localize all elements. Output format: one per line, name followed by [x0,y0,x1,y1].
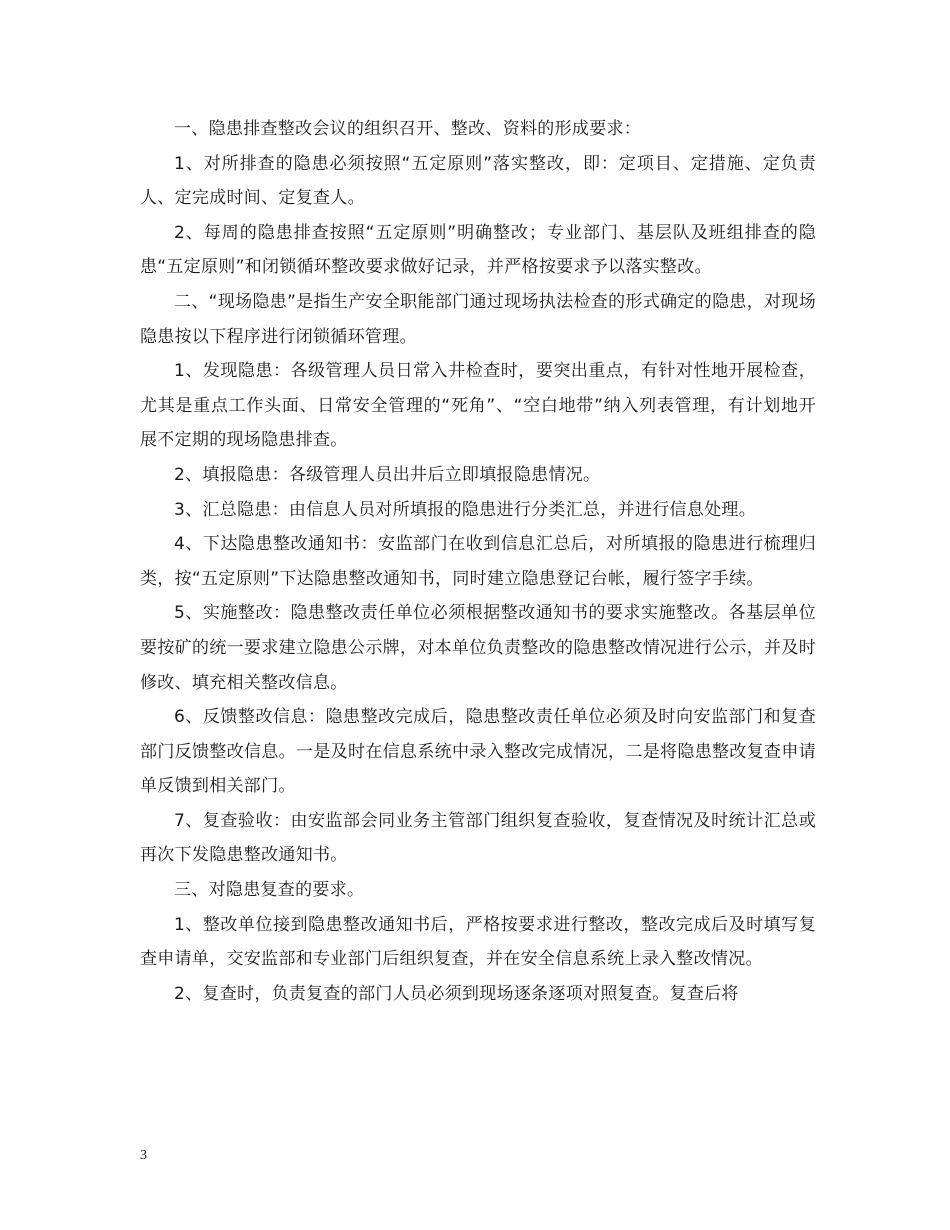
paragraph-item-2-2: 2、填报隐患：各级管理人员出井后立即填报隐患情况。 [174,464,601,485]
paragraph-item-1-2: 2、每周的隐患排查按照“五定原则”明确整改；专业部门、基层队及班组排查的隐患“五定原则”和闭锁循环整改要求做好记录，并严格按要求予以落实整改。 [140,222,816,278]
paragraph-item-2-6: 6、反馈整改信息：隐患整改完成后，隐患整改责任单位必须及时向安监部门和复查部门反馈整改信息。一是及时在信息系统中录入整改完成情况，二是将隐患整改复查申请单反馈到相关部门。 [140,707,816,797]
paragraph-section-2-heading: 二、“现场隐患”是指生产安全职能部门通过现场执法检查的形式确定的隐患，对现场隐患按以下程序进行闭锁循环管理。 [140,291,816,347]
paragraph-item-2-7: 7、复查验收：由安监部会同业务主管部门组织复查验收，复查情况及时统计汇总或再次下发隐患整改通知书。 [140,810,816,866]
paragraph-item-3-2: 2、复查时，负责复查的部门人员必须到现场逐条逐项对照复查。复查后将 [174,983,739,1004]
paragraph-item-2-4: 4、下达隐患整改通知书：安监部门在收到信息汇总后，对所填报的隐患进行梳理归类，按“五定原则”下达隐患整改通知书，同时建立隐患登记台帐，履行签字手续。 [140,534,816,589]
paragraph-item-2-1: 1、发现隐患：各级管理人员日常入井检查时，要突出重点，有针对性地开展检查，尤其是重点工作头面、日常安全管理的“死角”、“空白地带”纳入列表管理，有计划地开展不定期的现场隐患排查。 [140,361,816,451]
document-body [140,112,816,1011]
page-number: 3 [140,1148,147,1163]
paragraph-item-2-5: 5、实施整改：隐患整改责任单位必须根据整改通知书的要求实施整改。各基层单位要按矿的统一要求建立隐患公示牌，对本单位负责整改的隐患整改情况进行公示，并及时修改、填充相关整改信息。 [140,603,816,693]
paragraph-item-2-3: 3、汇总隐患：由信息人员对所填报的隐患进行分类汇总，并进行信息处理。 [174,499,757,520]
paragraph-section-1-heading: 一、隐患排查整改会议的组织召开、整改、资料的形成要求： [174,119,642,139]
paragraph-item-3-1: 1、整改单位接到隐患整改通知书后，严格按要求进行整改，整改完成后及时填写复查申请单，交安监部和专业部门后组织复查，并在安全信息系统上录入整改情况。 [140,914,816,970]
paragraph-item-1-1: 1、对所排查的隐患必须按照“五定原则”落实整改，即：定项目、定措施、定负责人、定完成时间、定复查人。 [140,153,816,209]
paragraph-section-3-heading: 三、对隐患复查的要求。 [174,880,365,901]
